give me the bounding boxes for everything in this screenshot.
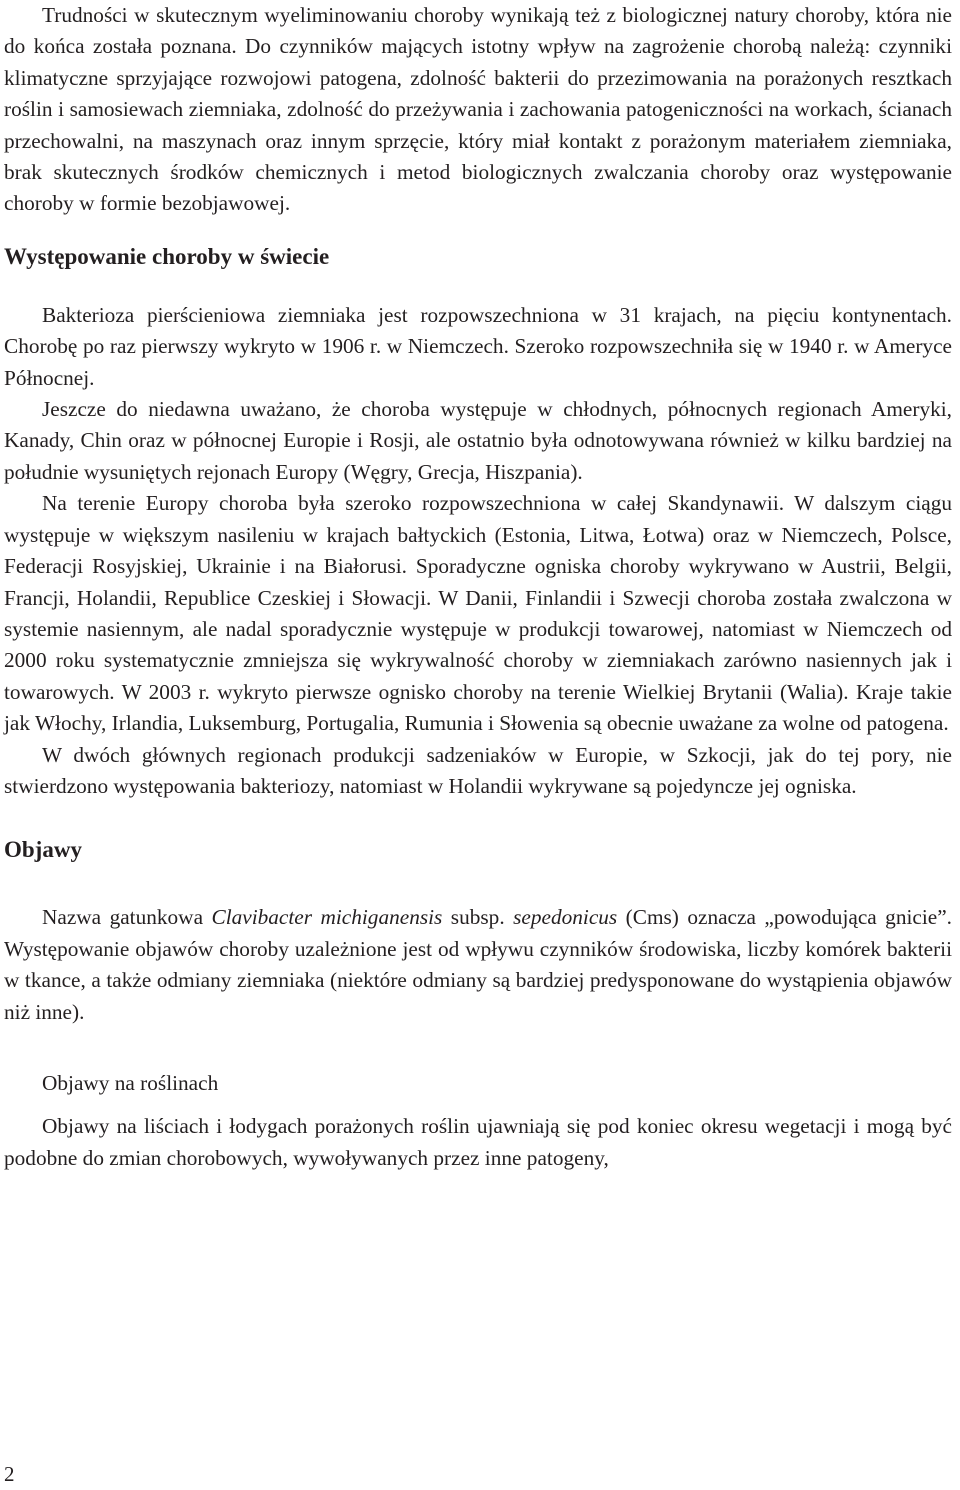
section-heading-symptoms: Objawy (4, 837, 82, 863)
subsp-text: subsp. (442, 905, 514, 930)
species-rest-text: (Cms) oznacza „powodująca gnicie”. Występowanie objawów choroby uzależnione jest od wpływu czynników środowiska, liczby komórek bakterii w tkance, a także odmiany ziemniaka (niektóre odmiany są bardziej predysponowane do wystąpienia objawów niż inne). (4, 905, 952, 1024)
paragraph-occurrence-2: Jeszcze do niedawna uważano, że choroba występuje w chłodnych, północnych regionach Ameryki, Kanady, Chin oraz w północnej Europie i Rosji, ale ostatnio była odnotowywana również w kilku bardziej na południe wysuniętych rejonach Europy (Węgry, Grecja, Hiszpania). (4, 397, 952, 484)
subsp-name-italic: sepedonicus (513, 905, 618, 930)
intro-paragraph: Trudności w skutecznym wyeliminowaniu choroby wynikają też z biologicznej natury choroby, która nie do końca została poznana. Do czynników mających istotny wpływ na zagrożenie chorobą należą: czynniki klimatyczne sprzyjające rozwojowi patogena, zdolność bakterii do przezimowania na porażonych resztkach roślin i samosiewach ziemniaka, zdolność do przeżywania i zachowania patogeniczności na workach, ścianach przechowalni, na maszynach oraz innym sprzęcie, który miał kontakt z porażonym materiałem ziemniaka, brak skutecznych środków chemicznych i metod biologicznych zwalczania choroby oraz występowanie choroby w formie bezobjawowej. (4, 3, 952, 216)
section-heading-occurrence: Występowanie choroby w świecie (4, 243, 330, 269)
page-number: 2 (4, 1462, 15, 1486)
paragraph-occurrence-3: Na terenie Europy choroba była szeroko rozpowszechniona w całej Skandynawii. W dalszym ciągu występuje w większym nasileniu w krajach bałtyckich (Estonia, Litwa, Łotwa) oraz w Niemczech, Polsce, Federacji Rosyjskiej, Ukrainie i na Białorusi. Sporadyczne ogniska choroby wykrywano w Austrii, Belgii, Francji, Holandii, Republice Czeskiej i Słowacji. W Danii, Finlandii i Szwecji choroba została zwalczona w systemie nasiennym, ale nadal sporadycznie występuje w produkcji towarowej, natomiast w Niemczech od 2000 roku systematycznie zmniejsza się wykrywalność choroby w ziemniakach zarówno nasiennych jak i towarowych. W 2003 r. wykryto pierwsze ognisko choroby na terenie Wielkiej Brytanii (Walia). Kraje takie jak Włochy, Irlandia, Luksemburg, Portugalia, Rumunia i Słowenia są obecnie uważane za wolne od patogena. (4, 491, 952, 736)
paragraph-plant-symptoms: Objawy na liściach i łodygach porażonych roślin ujawniają się pod koniec okresu wegetacji i mogą być podobne do zmian chorobowych, wywoływanych przez inne patogeny, (4, 1114, 952, 1170)
paragraph-occurrence-4: W dwóch głównych regionach produkcji sadzeniaków w Europie, w Szkocji, jak do tej pory, nie stwierdzono występowania bakteriozy, natomiast w Holandii wykrywane są pojedyncze jej ogniska. (4, 742, 952, 798)
species-genus-italic: Clavibacter michiganensis (211, 905, 443, 930)
paragraph-species-name (4, 902, 952, 1028)
species-lead-text: Nazwa gatunkowa (42, 905, 212, 930)
subheading-plant-symptoms: Objawy na roślinach (42, 1070, 219, 1095)
paragraph-occurrence-1: Bakterioza pierścieniowa ziemniaka jest rozpowszechniona w 31 krajach, na pięciu kontynentach. Chorobę po raz pierwszy wykryto w 1906 r. w Niemczech. Szeroko rozpowszechniła się w 1940 r. w Ameryce Północnej. (4, 302, 952, 390)
